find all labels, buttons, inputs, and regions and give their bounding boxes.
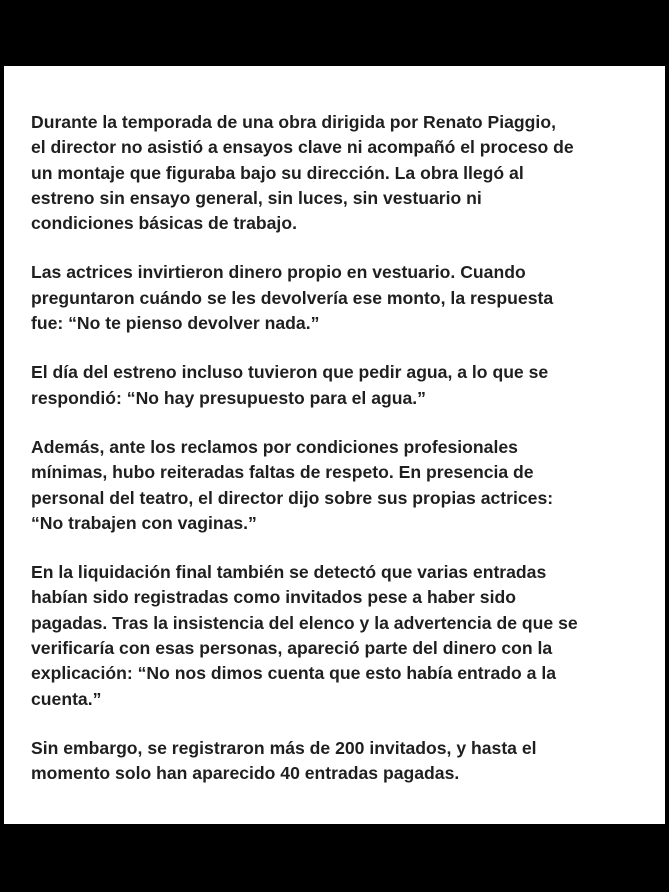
paragraph-agua: El día del estreno incluso tuvieron que pedir agua, a lo que se respondió: “No hay presupuesto para el agua.”	[31, 362, 549, 408]
paragraph-vestuario: Las actrices invirtieron dinero propio en vestuario. Cuando preguntaron cuándo se les devolvería ese monto, la respuesta fue: “No te pienso devolver nada.”	[31, 262, 554, 334]
paragraph-invitados: Sin embargo, se registraron más de 200 invitados, y hasta el momento solo han aparecido 40 entradas pagadas.	[31, 737, 537, 784]
paragraph-faltas-respeto: Además, ante los reclamos por condiciones profesionales mínimas, hubo reiteradas faltas de respeto. En presencia de personal del teatro, el director dijo sobre sus propias actrices: “No trabajen con vaginas.”	[31, 436, 554, 533]
document-page	[4, 66, 665, 824]
paragraph-liquidacion: En la liquidación final también se detectó que varias entradas habían sido registradas como invitados pese a haber sido pagadas. Tras la insistencia del elenco y la advertencia de que se verificaría con esas personas, apareció parte del dinero con la explicación: “No nos dimos cuenta que esto había entrado a la cuenta.”	[31, 562, 578, 709]
paragraph-direccion: Durante la temporada de una obra dirigida por Renato Piaggio, el director no asistió a ensayos clave ni acompañó el proceso de un montaje que figuraba bajo su dirección. La obra llegó al estreno sin ensayo general, sin luces, sin vestuario ni condiciones básicas de trabajo.	[31, 112, 574, 234]
